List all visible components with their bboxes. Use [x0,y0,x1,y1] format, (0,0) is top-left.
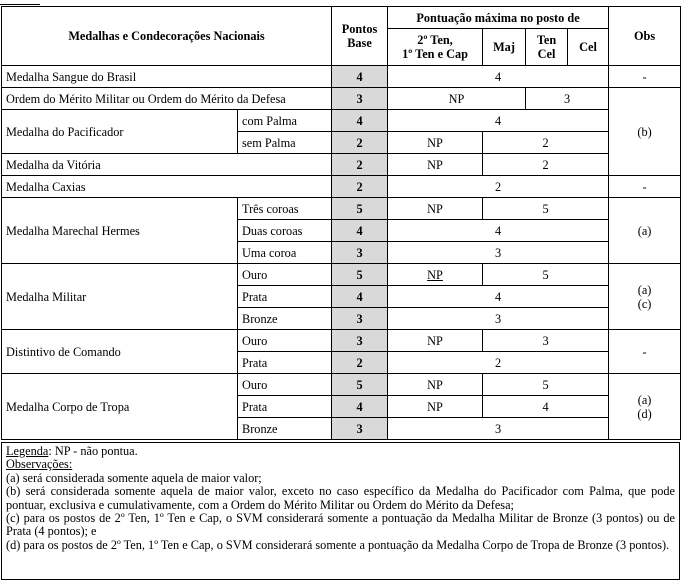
row-sangue [2,66,681,88]
legend-line [6,445,675,458]
medal-name: Distintivo de Comando [2,330,238,374]
row-vitoria [2,154,681,176]
notes-box [1,442,680,580]
max-points: 3 [388,308,609,330]
np-cell: NP [388,264,483,286]
np-cell: NP [388,374,483,396]
max-points: 4 [388,110,609,132]
row-tropa-ouro [2,374,681,396]
medal-name: Medalha Corpo de Tropa [2,374,238,440]
obs-cell: (a) (c) [609,264,681,330]
max-points: 4 [388,66,609,88]
np-cell: NP [388,88,526,110]
observations-label: Observações: [6,457,73,472]
np-cell: NP [388,396,483,418]
obs-cell: (a) (d) [609,374,681,440]
note-d: (d) para os postos de 2º Ten, 1º Ten e Cap, o SVM considerará somente a pontuação da Medalha Corpo de Tropa de Bronze (3 pontos). [6,537,670,552]
np-cell: NP [388,198,483,220]
obs-cell: - [609,330,681,374]
medal-sub: Bronze [238,308,332,330]
header-medalhas: Medalhas e Condecorações Nacionais [2,7,332,66]
base-points: 5 [332,374,388,396]
base-points: 4 [332,396,388,418]
medal-name: Medalha da Vitória [2,154,332,176]
base-points: 3 [332,242,388,264]
medal-sub: Prata [238,286,332,308]
max-points: 2 [483,132,609,154]
medal-sub: Ouro [238,374,332,396]
header-cel: Cel [568,29,609,66]
max-points: 2 [388,352,609,374]
header-pontuacao: Pontuação máxima no posto de [388,7,609,29]
header-row-1 [2,7,681,29]
base-points: 4 [332,110,388,132]
base-points: 4 [332,66,388,88]
medal-sub: Prata [238,352,332,374]
row-pacificador-palma [2,110,681,132]
max-points: 4 [388,286,609,308]
max-points: 2 [388,176,609,198]
base-points: 5 [332,198,388,220]
base-points: 2 [332,352,388,374]
legend-label: Legenda [6,444,49,458]
header-maj: Maj [483,29,526,66]
medal-sub: sem Palma [238,132,332,154]
obs-cell: - [609,176,681,198]
header-ten-cel: Ten Cel [526,29,568,66]
max-points: 3 [388,418,609,440]
max-points: 3 [526,88,609,110]
row-merito [2,88,681,110]
max-points: 2 [483,154,609,176]
medal-sub: Ouro [238,264,332,286]
note-c: (c) para os postos de 2º Ten, 1º Ten e Cap, o SVM considerará somente a pontuação da Medalha Militar de Bronze (3 pontos) ou de Prata (4 pontos); e [6,511,675,539]
np-cell: NP [388,330,483,352]
medal-sub: Três coroas [238,198,332,220]
medal-name: Medalha Caxias [2,176,332,198]
max-points: 5 [483,198,609,220]
row-hermes-tres [2,198,681,220]
medal-name: Medalha do Pacificador [2,110,238,154]
obs-cell: (a) [609,198,681,264]
obs-cell: - [609,66,681,88]
medal-sub: Bronze [238,418,332,440]
base-points: 4 [332,286,388,308]
obs-cell: (b) [609,88,681,176]
base-points: 3 [332,330,388,352]
top-border-fragment [0,0,40,5]
np-cell: NP [388,132,483,154]
base-points: 3 [332,418,388,440]
base-points: 2 [332,132,388,154]
note-a: (a) será considerada somente aquela de maior valor; [6,470,262,485]
row-distintivo-ouro [2,330,681,352]
max-points: 4 [483,396,609,418]
base-points: 3 [332,88,388,110]
max-points: 4 [388,220,609,242]
max-points: 3 [388,242,609,264]
medal-sub: Duas coroas [238,220,332,242]
medal-sub: Prata [238,396,332,418]
medal-name: Ordem do Mérito Militar ou Ordem do Mérito da Defesa [2,88,332,110]
np-cell: NP [388,154,483,176]
row-militar-ouro [2,264,681,286]
legend-text: : NP - não pontua. [48,444,138,458]
row-caxias [2,176,681,198]
header-ten-cap: 2º Ten, 1º Ten e Cap [388,29,483,66]
base-points: 5 [332,264,388,286]
max-points: 3 [483,330,609,352]
base-points: 3 [332,308,388,330]
medal-sub: Ouro [238,330,332,352]
base-points: 2 [332,176,388,198]
header-obs: Obs [609,7,681,66]
max-points: 5 [483,374,609,396]
medal-sub: Uma coroa [238,242,332,264]
medal-name: Medalha Sangue do Brasil [2,66,332,88]
base-points: 2 [332,154,388,176]
base-points: 4 [332,220,388,242]
medals-table [1,6,681,440]
medal-sub: com Palma [238,110,332,132]
header-pontos-base: Pontos Base [332,7,388,66]
note-b: (b) será considerada somente aquela de maior valor, exceto no caso específico da Medalha do Pacificador com Palma, que pode pontuar, exclusiva e cumulativamente, com a Ordem do Mérito Militar ou Ordem do Mérito da Defesa; [6,484,675,512]
medal-name: Medalha Marechal Hermes [2,198,238,264]
max-points: 5 [483,264,609,286]
medal-name: Medalha Militar [2,264,238,330]
